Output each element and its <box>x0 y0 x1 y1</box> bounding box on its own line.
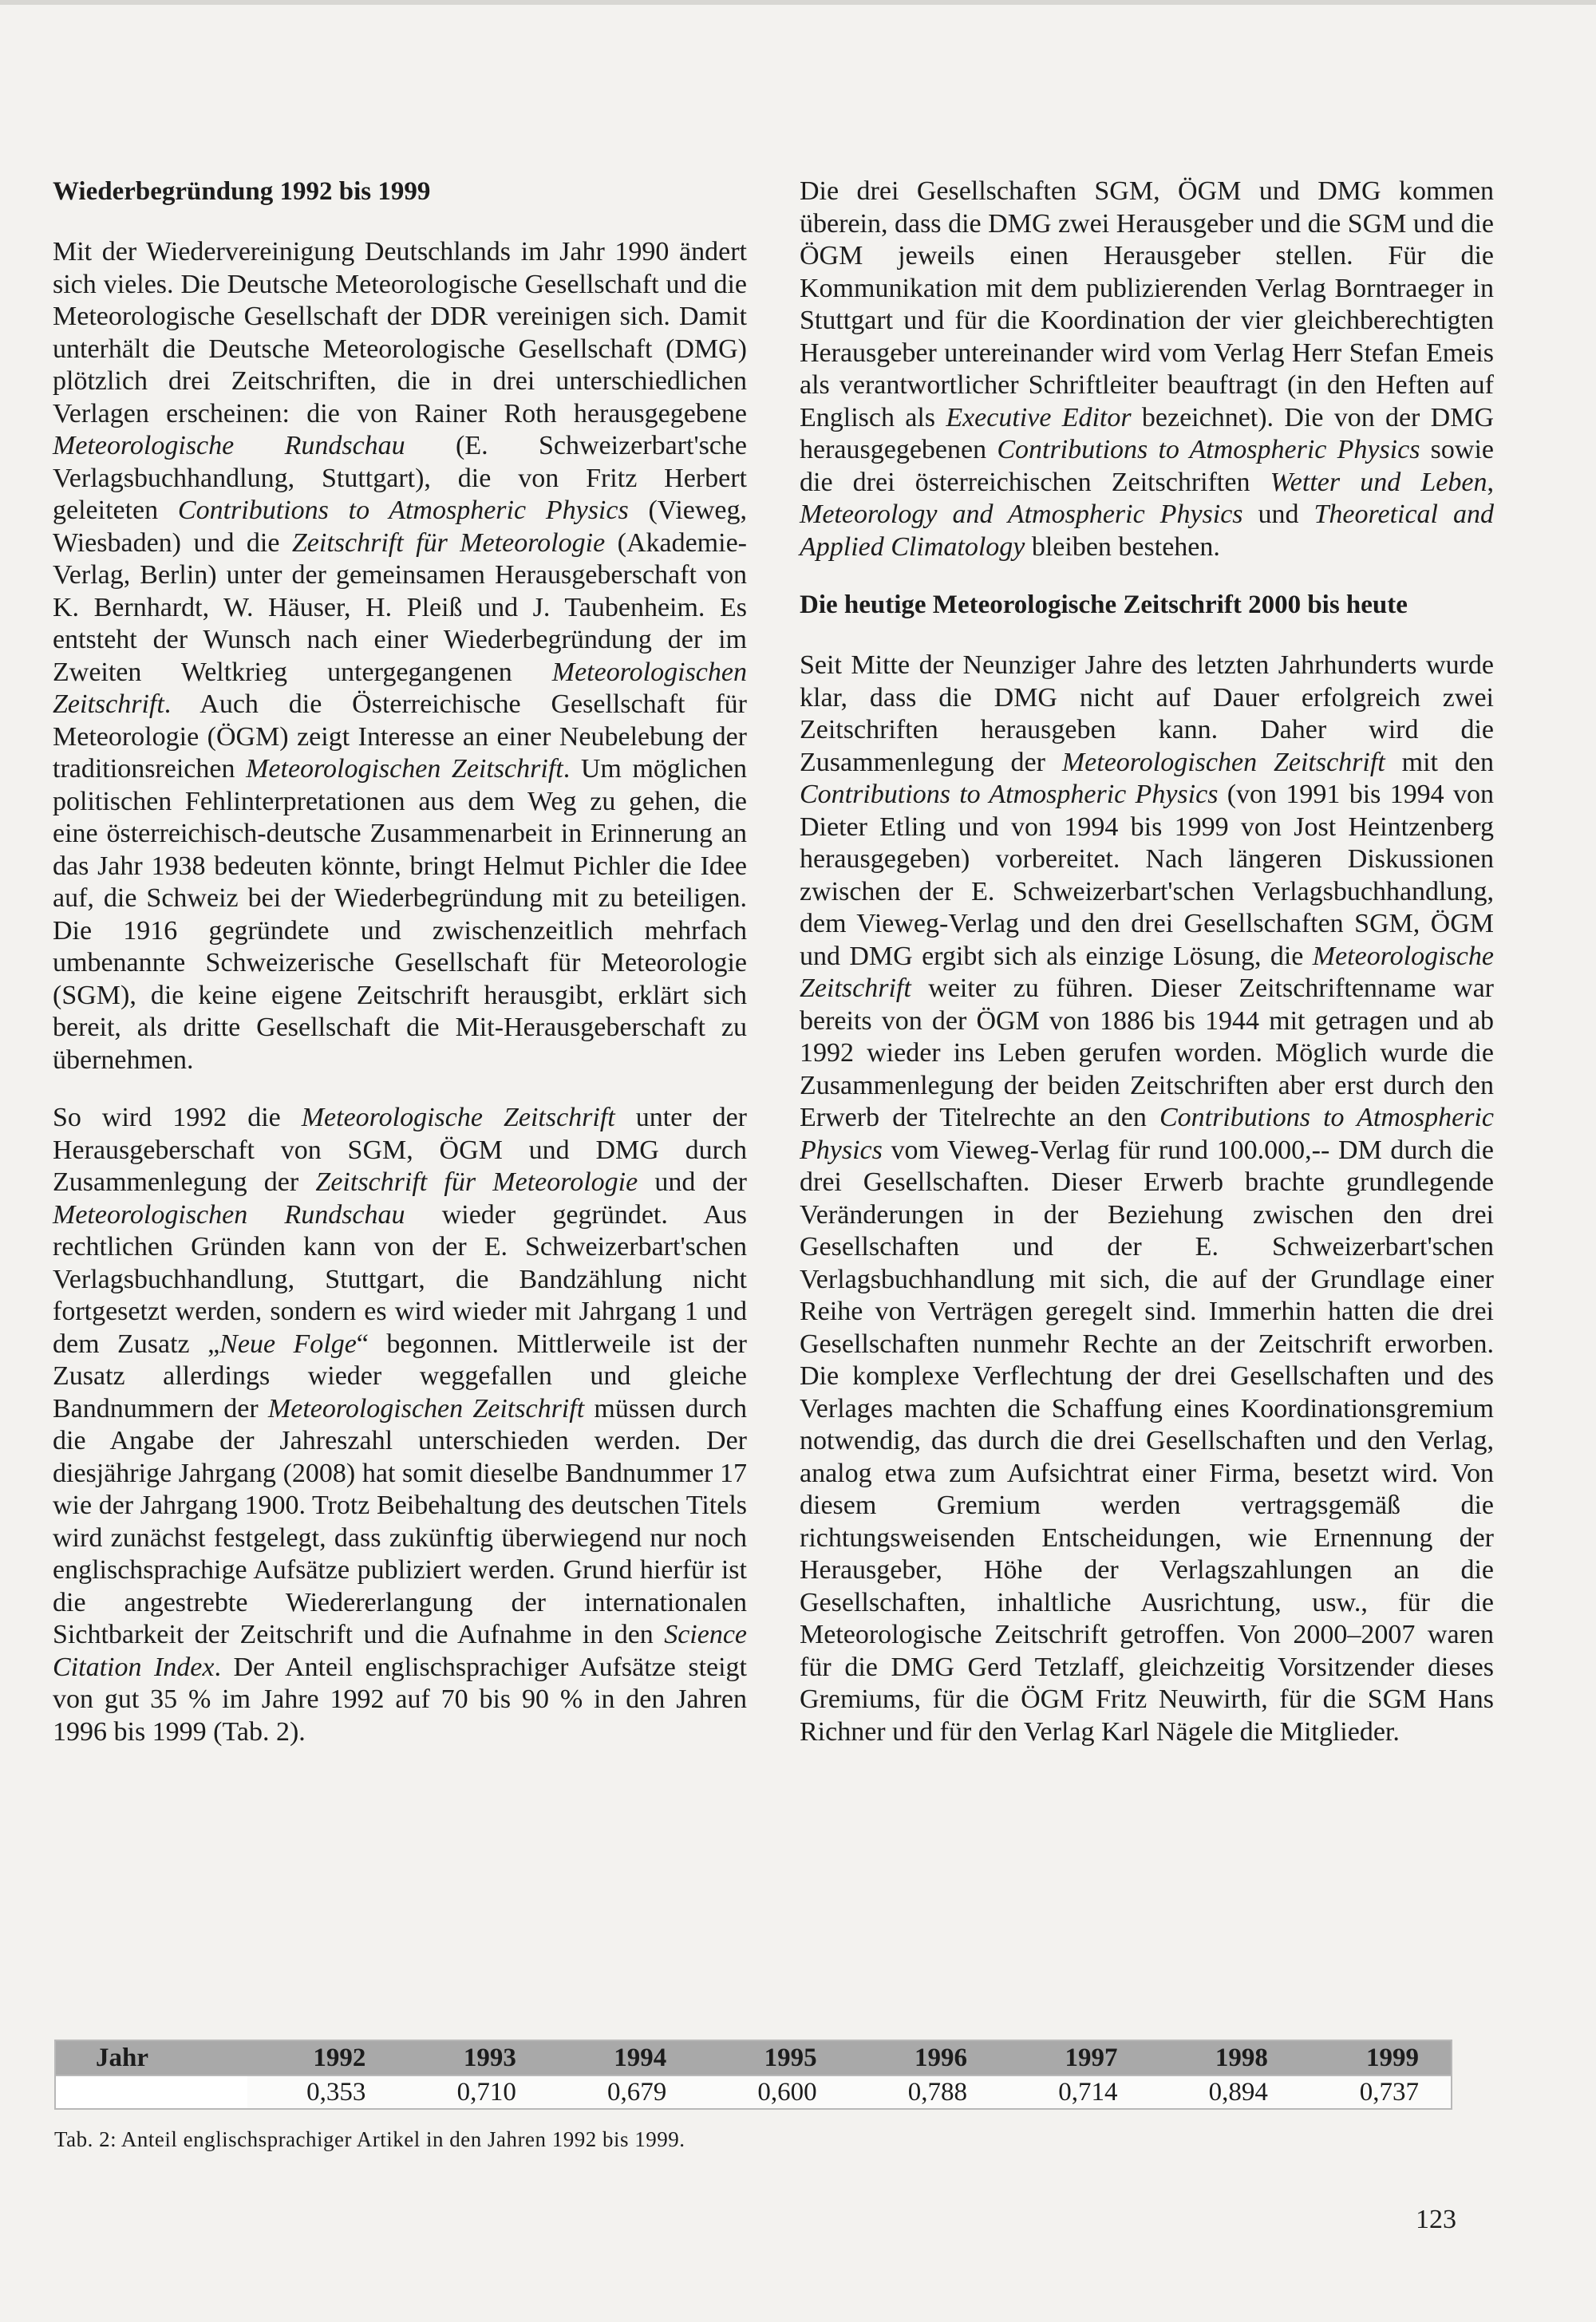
text-run: Mit der Wiedervereinigung Deutschlands im Jahr 1990 ändert sich vieles. Die Deutsche Meteorologische Gesellschaft und die Meteorologische Gesellschaft der DDR vereinigen sich. Damit unterhält die Deutsche Meteorologische Gesellschaft (DMG) plötzlich drei Zeitschriften, die in drei unterschiedlichen Verlagen erscheinen: die von Rainer Roth herausgegebene <box>53 237 747 428</box>
italic-title: Zeitschrift für Meteorologie <box>291 527 606 558</box>
right-column <box>800 176 1494 1774</box>
text-run: (Akademie-Verlag, Berlin) unter der gemeinsamen Herausgeberschaft von K. Bernhardt, W. Häuser, H. Pleiß und J. Taubenheim. Es entsteht der Wunsch nach einer Wiederbegründung der im Zweiten Weltkrieg untergegangenen <box>53 527 747 687</box>
page-top-edge <box>0 0 1596 5</box>
table-year: 1993 <box>397 2040 547 2075</box>
text-run: “ begonnen. Mittlerweile ist der Zusatz allerdings wieder weggefallen und gleiche Bandnummern der <box>53 1329 747 1424</box>
section-heading-wiederbegruendung: Wiederbegründung 1992 bis 1999 <box>53 177 431 206</box>
italic-title: Contributions to Atmospheric Physics <box>800 1103 1494 1165</box>
text-run: unter der Herausgeberschaft von SGM, ÖGM und DMG durch Zusammenlegung der <box>53 1103 747 1197</box>
section-heading-heutige: Die heutige Meteorologische Zeitschrift 2000 bis heute <box>800 590 1408 619</box>
left-column <box>53 176 747 1774</box>
text-run: . Der Anteil englischsprachiger Aufsätze steigt von gut 35 % im Jahre 1992 auf 70 bis 90 % in den Jahren 1996 bis 1999 (Tab. 2). <box>53 1652 748 1747</box>
italic-title: Executive Editor <box>946 402 1132 432</box>
italic-title: Meteorologischen Zeitschrift <box>246 754 563 784</box>
italic-title: Zeitschrift für Meteorologie <box>315 1167 638 1197</box>
text-run: müssen durch die Angabe der Jahreszahl unterschieden werden. Der diesjährige Jahrgang (2008) hat somit dieselbe Bandnummer 17 wie der Jahrgang 1900. Trotz Beibehaltung des deutschen Titels wird zunächst festgelegt, dass zukünftig überwiegend nur noch englischsprachige Aufsätze publiziert werden. Grund hierfür ist die angestrebte Wiedererlangung der internationalen Sichtbarkeit der Zeitschrift und die Aufnahme in den <box>53 1393 747 1649</box>
italic-title: Contributions to Atmospheric Physics <box>997 435 1420 464</box>
text-run: (Vieweg, Wiesbaden) und die <box>53 496 748 558</box>
table-header-row <box>55 2040 1452 2075</box>
text-run: . Um möglichen politischen Fehlinterpretationen aus dem Weg zu gehen, die eine österreichisch-deutsche Zusammenarbeit in Erinnerung an das Jahr 1938 bedeuten könnte, bringt Helmut Pichler die Idee auf, die Schweiz bei der Wiederbegründung mit zu beteiligen. Die 1916 gegründete und zwischenzeitlich mehrfach umbenannte Schweizerische Gesellschaft für Meteorologie (SGM), die keine eigene Zeitschrift herausgibt, erklärt sich bereit, als dritte Gesellschaft die Mit-Herausgeberschaft zu übernehmen. <box>53 754 747 1075</box>
table-english-share <box>54 2040 1452 2110</box>
italic-title: Meteorologischen Zeitschrift <box>53 657 747 719</box>
text-run: weiter zu führen. Dieser Zeitschriftenname war bereits von der ÖGM von 1886 bis 1944 mit getragen und ab 1992 wieder ins Leben gerufen worden. Möglich wurde die Zusammenlegung der beiden Zeitschriften aber erst durch den Erwerb der Titelrechte an den <box>800 973 1494 1132</box>
italic-title: Science Citation Index <box>53 1620 747 1682</box>
table-value: 0,714 <box>999 2075 1149 2109</box>
text-run: und der <box>638 1167 747 1197</box>
text-run: sowie die drei österreichischen Zeitschriften <box>800 435 1494 497</box>
table-year: 1995 <box>698 2040 848 2075</box>
italic-title: Meteorologische Zeitschrift <box>301 1103 615 1132</box>
italic-title: Meteorologische Zeitschrift <box>800 941 1494 1003</box>
table-year: 1994 <box>548 2040 698 2075</box>
table-value: 0,894 <box>1149 2075 1299 2109</box>
text-run: bezeichnet). Die von der DMG herausgegebenen <box>800 402 1494 464</box>
text-run: bleiben bestehen. <box>1025 531 1220 562</box>
text-run: wieder gegründet. Aus rechtlichen Gründen kann von der E. Schweizerbart'schen Verlagsbuchhandlung, Stuttgart, die Bandzählung nicht fortgesetzt werden, sondern es wird wieder mit Jahrgang 1 und dem Zusatz „ <box>53 1199 747 1359</box>
text-run: und <box>1242 500 1314 529</box>
page-number: 123 <box>1416 2205 1456 2234</box>
text-run: So wird 1992 die <box>53 1103 302 1132</box>
text-run: (E. Schweizerbart'sche Verlagsbuchhandlung, Stuttgart), die von Fritz Herbert geleiteten <box>53 431 747 525</box>
italic-title: Meteorologischen Rundschau <box>53 1199 405 1230</box>
text-run: (von 1991 bis 1994 von Dieter Etling und von 1994 bis 1999 von Jost Heintzenberg herausgegeben) vorbereitet. Nach längeren Diskussionen zwischen der E. Schweizerbart'schen Verlagsbuchhandlung, dem Vieweg-Verlag und den drei Gesellschaften SGM, ÖGM und DMG ergibt sich als einzige Lösung, die <box>800 780 1494 971</box>
text-run: Seit Mitte der Neunziger Jahre des letzten Jahrhunderts wurde klar, dass die DMG nicht auf Dauer erfolgreich zwei Zeitschriften herausgeben kann. Daher wird die Zusammenlegung der <box>800 650 1494 777</box>
italic-title: Theoretical and Applied Climatology <box>800 500 1494 562</box>
left-paragraph-2 <box>53 1102 747 1748</box>
table-value: 0,710 <box>397 2075 547 2109</box>
text-run: Die drei Gesellschaften SGM, ÖGM und DMG kommen überein, dass die DMG zwei Herausgeber und die SGM und die ÖGM jeweils einen Herausgeber stellen. Für die Kommunikation mit dem publizierenden Verlag Borntraeger in Stuttgart und für die Koordination der vier gleichberechtigten Herausgeber untereinander wird vom Verlag Herr Stefan Emeis als verantwortlicher Schriftleiter beauftragt (in den Heften auf Englisch als <box>800 176 1494 432</box>
italic-title: Contributions to Atmospheric Physics <box>177 496 629 525</box>
text-run: , <box>1487 467 1494 497</box>
italic-title: Neue Folge <box>219 1329 357 1359</box>
table-year: 1998 <box>1149 2040 1299 2075</box>
italic-title: Meteorologische Rundschau <box>53 431 405 460</box>
table-header-label: Jahr <box>55 2040 247 2075</box>
italic-title: Wetter und Leben <box>1270 467 1487 497</box>
text-run: vom Vieweg-Verlag für rund 100.000,-- DM durch die drei Gesellschaften. Dieser Erwerb brachte grundlegende Veränderungen in der Beziehung zwischen den drei Gesellschaften und der E. Schweizerbart'schen Verlagsbuchhandlung mit sich, die auf der Grundlage einer Reihe von Verträgen geregelt sind. Immerhin hatten die drei Gesellschaften nunmehr Rechte an der Zeitschrift erworben. Die komplexe Verflechtung der drei Gesellschaften und des Verlages machten die Schaffung eines Koordinationsgremium notwendig, das durch die drei Gesellschaften und den Verlag, analog etwa zum Aufsichtrat einer Firma, besetzt wird. Von diesem Gremium werden vertragsgemäß die richtungsweisenden Entscheidungen, wie Ernennung der Herausgeber, Höhe der Verlagszahlungen an die Gesellschaften, inhaltliche Ausrichtung, usw., für die Meteorologische Zeitschrift getroffen. Von 2000–2007 waren für die DMG Gerd Tetzlaff, gleichzeitig Vorsitzender dieses Gremiums, für die ÖGM Fritz Neuwirth, für die SGM Hans Richner und für den Verlag Karl Nägele die Mitglieder. <box>800 1135 1494 1747</box>
text-run: . Auch die Österreichische Gesellschaft für Meteorologie (ÖGM) zeigt Interesse an einer Neubelebung der traditionsreichen <box>53 689 747 784</box>
table-caption: Tab. 2: Anteil englischsprachiger Artikel in den Jahren 1992 bis 1999. <box>54 2127 685 2151</box>
right-paragraph-1 <box>800 176 1494 563</box>
table-value: 0,788 <box>849 2075 999 2109</box>
table-value-row <box>55 2075 1452 2109</box>
italic-title: Meteorologischen Zeitschrift <box>1061 747 1385 777</box>
table-value-label-empty <box>55 2075 247 2109</box>
table-year: 1999 <box>1300 2040 1452 2075</box>
left-paragraph-1 <box>53 236 747 1076</box>
text-run: mit den <box>1385 747 1495 777</box>
table-year: 1992 <box>247 2040 397 2075</box>
right-paragraph-2 <box>800 650 1494 1748</box>
table-value: 0,737 <box>1300 2075 1452 2109</box>
table-value: 0,679 <box>548 2075 698 2109</box>
table-value: 0,600 <box>698 2075 848 2109</box>
table-year: 1997 <box>999 2040 1149 2075</box>
italic-title: Meteorology and Atmospheric Physics <box>800 500 1243 529</box>
italic-title: Meteorologischen Zeitschrift <box>267 1393 585 1424</box>
table-value: 0,353 <box>247 2075 397 2109</box>
table-year: 1996 <box>849 2040 999 2075</box>
italic-title: Contributions to Atmospheric Physics <box>800 780 1219 809</box>
